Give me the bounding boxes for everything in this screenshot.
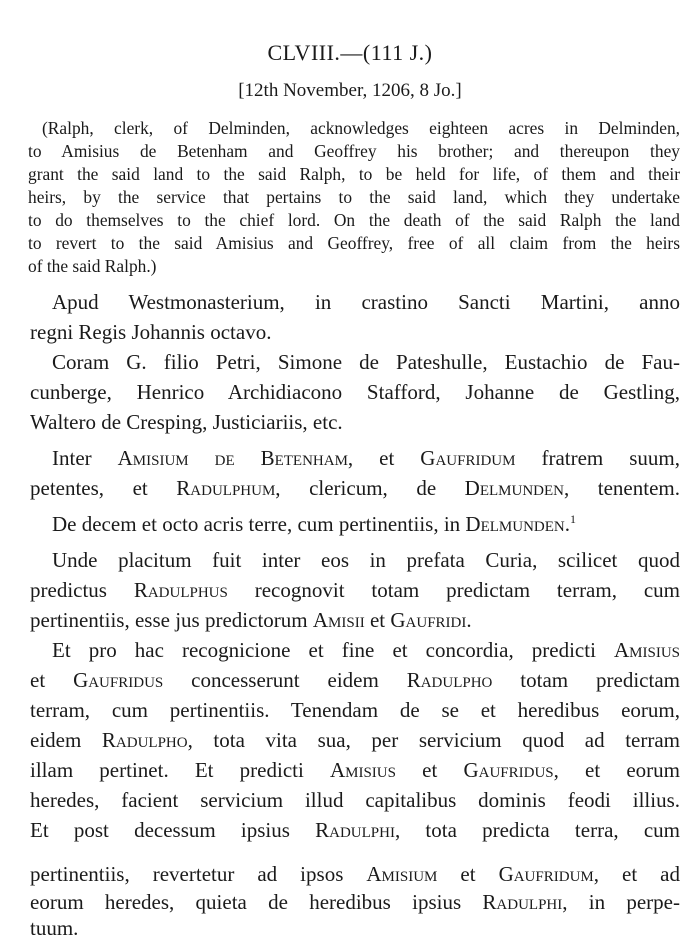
body-line: et Gaufridus concesserunt eidem Radulpho totam predictam <box>30 668 680 692</box>
summary-line: (Ralph, clerk, of Delminden, acknowledges eighteen acres in Delminden, <box>42 118 680 138</box>
body-line: Unde placitum fuit inter eos in prefata Curia, scilicet quod <box>52 548 680 572</box>
party-name: Gaufridus <box>73 668 164 692</box>
party-name: Radulphi <box>482 890 563 914</box>
party-name: Amisius <box>329 758 396 782</box>
party-name: Radulphi <box>315 818 395 842</box>
summary-line: to revert to the said Amisius and Geoffrey, free of all claim from the heirs <box>28 233 680 253</box>
summary-line: to Amisius de Betenham and Geoffrey his brother; and thereupon they <box>28 141 680 161</box>
party-name: Amisium <box>366 862 438 886</box>
summary-line: to do themselves to the chief lord. On the death of the said Ralph the land <box>28 210 680 230</box>
party-name: Gaufridi <box>390 608 467 632</box>
document-heading: CLVIII.—(111 J.) <box>267 40 433 65</box>
body-line: Waltero de Cresping, Justiciariis, etc. <box>30 410 343 434</box>
body-line: heredes, facient servicium illud capitalibus dominis feodi illius. <box>30 788 680 812</box>
body-line: eorum heredes, quieta de heredibus ipsius Radulphi, in perpe- <box>30 890 680 914</box>
body-line: pertinentiis, revertetur ad ipsos Amisium et Gaufridum, et ad <box>30 862 680 886</box>
property-line: De decem et octo acris terre, cum pertinentiis, in Delmunden.$^1$ <box>52 512 576 536</box>
party-name: Gaufridum <box>498 862 594 886</box>
body-line: predictus Radulphus recognovit totam predictam terram, cum <box>30 578 680 602</box>
parties-line: Inter Amisium de Betenham, et Gaufridum fratrem suum, <box>52 446 680 470</box>
body-line: Apud Westmonasterium, in crastino Sancti Martini, anno <box>52 290 680 314</box>
body-line: pertinentiis, esse jus predictorum Amisii et Gaufridi. <box>30 608 472 632</box>
body-line: Et pro hac recognicione et fine et concordia, predicti Amisius <box>52 638 680 662</box>
summary-line: of the said Ralph.) <box>28 256 157 276</box>
summary-line: grant the said land to the said Ralph, to be held for life, of them and their <box>28 164 680 184</box>
body-line: illam pertinet. Et predicti Amisius et Gaufridus, et eorum <box>30 758 680 782</box>
party-name: Gaufridus <box>463 758 554 782</box>
place-name: Delmunden <box>464 476 564 500</box>
summary-line: heirs, by the service that pertains to the said land, which they undertake <box>28 187 680 207</box>
body-line: tuum. <box>30 916 79 940</box>
parties-line: petentes, et Radulphum, clericum, de Delmunden, tenentem. <box>30 476 680 500</box>
party-name: Radulpho <box>101 728 188 752</box>
party-name: Radulpho <box>406 668 493 692</box>
party-name: Amisius <box>613 638 680 662</box>
document-date: [12th November, 1206, 8 Jo.] <box>238 80 462 101</box>
body-line: Coram G. filio Petri, Simone de Pateshulle, Eustachio de Fau- <box>52 350 680 374</box>
footnote-marker: 1 <box>570 512 576 526</box>
body-line: cunberge, Henrico Archidiacono Stafford, Johanne de Gestling, <box>30 380 680 404</box>
place-name: Delmunden <box>465 512 565 536</box>
party-name: Radulphum <box>176 476 276 500</box>
party-name: Amisium de Betenham <box>117 446 348 470</box>
body-line: eidem Radulpho, tota vita sua, per servicium quod ad terram <box>30 728 681 752</box>
party-name: Radulphus <box>133 578 228 602</box>
body-line: regni Regis Johannis octavo. <box>30 320 272 344</box>
party-name: Amisii <box>312 608 365 632</box>
body-line: Et post decessum ipsius Radulphi, tota predicta terra, cum <box>30 818 680 842</box>
party-name: Gaufridum <box>420 446 516 470</box>
body-line: terram, cum pertinentiis. Tenendam de se et heredibus eorum, <box>30 698 680 722</box>
